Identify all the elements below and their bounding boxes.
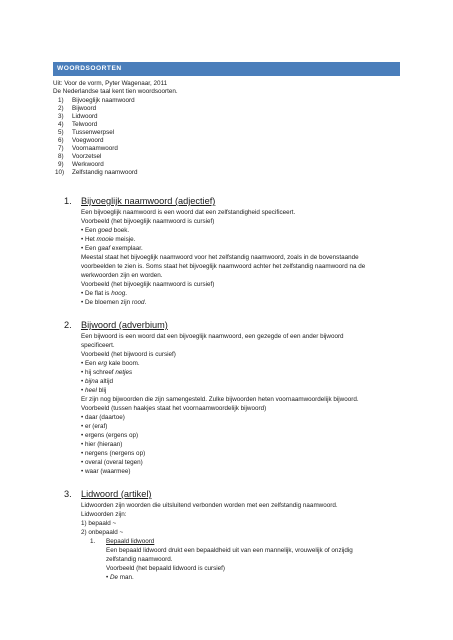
example-item: • Een erg kale boom. xyxy=(81,360,140,367)
list-item: 9) Werkwoord xyxy=(58,161,104,168)
example-item: • er (eraf) xyxy=(81,423,108,430)
example-item: • bijna altijd xyxy=(81,378,113,385)
list-item: 10) Zelfstandig naamwoord xyxy=(55,169,138,176)
example-caption: Voorbeeld (het bijvoeglijk naamwoord is cursief) xyxy=(81,218,215,225)
example-item: • Een goed boek. xyxy=(81,227,130,234)
example-item: • ergens (ergens op) xyxy=(81,432,139,439)
example-item: • overal (overal tegen) xyxy=(81,459,143,466)
example-caption: Voorbeeld (het bijwoord is cursief) xyxy=(81,351,176,358)
example-item: • daar (daartoe) xyxy=(81,414,125,421)
example-item: • De bloemen zijn rood. xyxy=(81,299,147,306)
example-caption: Voorbeeld (het bijvoeglijk naamwoord is cursief) xyxy=(81,281,215,288)
paragraph: Een bijvoeglijk naamwoord is een woord dat een zelfstandigheid specificeert. xyxy=(81,209,296,216)
paragraph: voorbeelden te zien is. Soms staat het bijvoeglijk naamwoord achter het zelfstandig naamwoord na de xyxy=(81,263,366,270)
paragraph: Er zijn nog bijwoorden die zijn samengesteld. Zulke bijwoorden heten voornaamwoordelijk bijwoord. xyxy=(81,396,359,403)
paragraph: zelfstandig naamwoord. xyxy=(106,556,173,563)
list-item: 5) Tussenwerpsel xyxy=(58,129,115,136)
intro-lead: De Nederlandse taal kent tien woordsoorten. xyxy=(53,88,178,95)
source-line: Uit: Voor de vorm, Pyter Wagenaar, 2011 xyxy=(53,80,168,87)
paragraph: Lidwoorden zijn: xyxy=(81,511,127,518)
paragraph: Een bijwoord is een woord dat een bijvoeglijk naamwoord, een gezegde of een ander bijwoord xyxy=(81,333,344,340)
section-heading-bijwoord: 2. Bijwoord (adverbium) xyxy=(64,320,168,330)
list-item: 1) Bijvoeglijk naamwoord xyxy=(58,97,135,104)
paragraph: werkwoorden zijn en worden. xyxy=(81,272,163,279)
example-item: • nergens (nergens op) xyxy=(81,450,146,457)
example-item: • hier (hieraan) xyxy=(81,441,123,448)
list-item: 1) bepaald ~ xyxy=(81,520,117,527)
paragraph: specificeert. xyxy=(81,342,115,349)
example-caption: Voorbeeld (tussen haakjes staat het voornaamwoordelijk bijwoord) xyxy=(81,405,267,412)
subsection-heading-bepaald-lidwoord: 1. Bepaald lidwoord xyxy=(90,538,155,545)
list-item: 7) Voornaamwoord xyxy=(58,145,118,152)
example-item: • De flat is hoog. xyxy=(81,290,127,297)
paragraph: Een bepaald lidwoord drukt een bepaaldheid uit van een mannelijk, vrouwelijk of onzijdig xyxy=(106,547,353,554)
list-item: 2) Bijwoord xyxy=(58,105,97,112)
list-item: 2) onbepaald ~ xyxy=(81,529,124,536)
paragraph: Meestal staat het bijvoeglijk naamwoord voor het zelfstandig naamwoord, zoals in de bovenstaande xyxy=(81,254,359,261)
section-banner: WOORDSOORTEN xyxy=(53,62,400,76)
example-item: • waar (waarmee) xyxy=(81,468,131,475)
list-item: 3) Lidwoord xyxy=(58,113,98,120)
example-item: • heel blij xyxy=(81,387,107,394)
section-heading-adjectief: 1. Bijvoeglijk naamwoord (adjectief) xyxy=(64,196,216,206)
section-heading-lidwoord: 3. Lidwoord (artikel) xyxy=(64,489,152,499)
list-item: 8) Voorzetsel xyxy=(58,153,102,160)
list-item: 4) Telwoord xyxy=(58,121,98,128)
example-item: • De man. xyxy=(106,574,134,581)
example-item: • Een gaaf exemplaar. xyxy=(81,245,143,252)
example-item: • Het mooie meisje. xyxy=(81,236,136,243)
example-caption: Voorbeeld (het bepaald lidwoord is cursief) xyxy=(106,565,226,572)
example-item: • hij schreef netjes xyxy=(81,369,133,376)
paragraph: Lidwoorden zijn woorden die uitsluitend verbonden worden met een zelfstandig naamwoord. xyxy=(81,502,338,509)
list-item: 6) Voegwoord xyxy=(58,137,104,144)
